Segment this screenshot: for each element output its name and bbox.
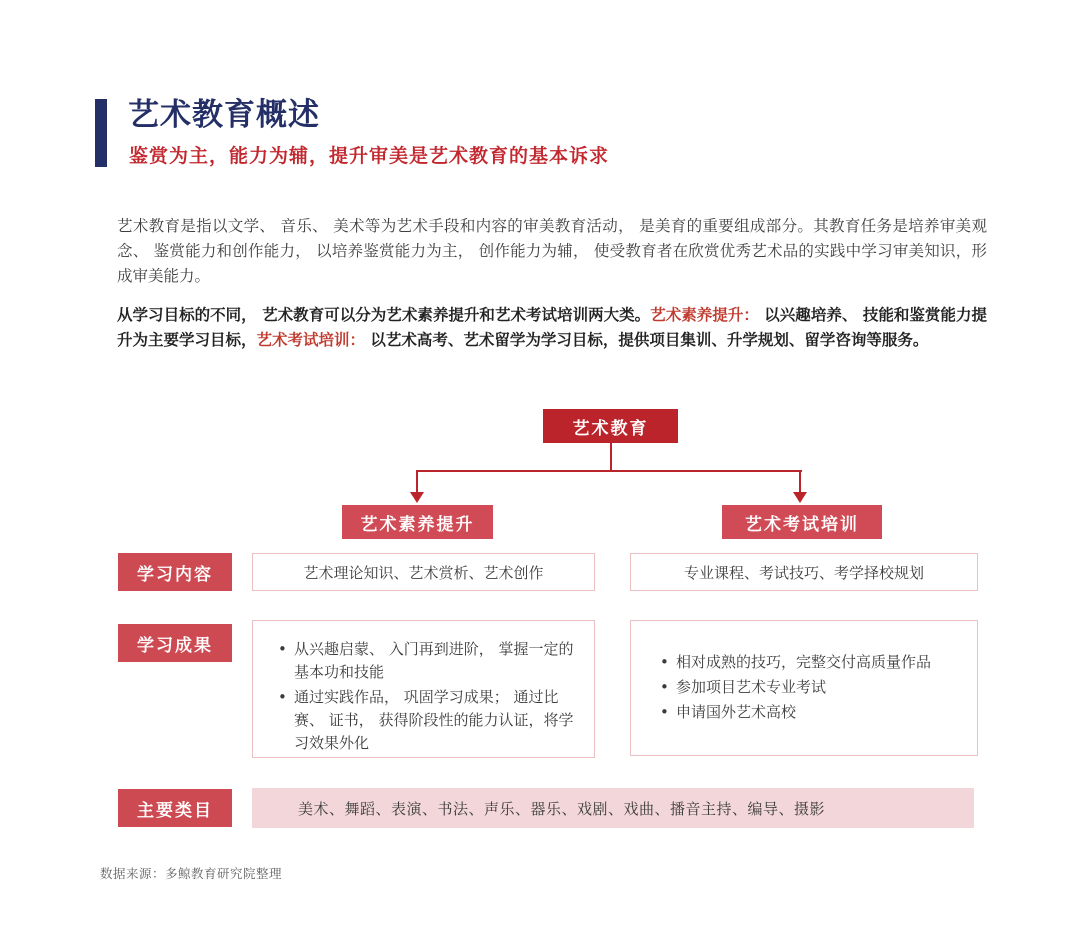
connector-root-vertical [610,443,612,471]
row-label-learning-outcome: 学习成果 [118,624,232,662]
learning-content-right-box: 专业课程、考试技巧、考学择校规划 [630,553,978,591]
page-title: 艺术教育概述 [128,97,320,133]
classification-text-1: 从学习目标的不同， 艺术教育可以分为艺术素养提升和艺术考试培训两大类。 [117,306,651,324]
list-item: • 参加项目艺术专业考试 [659,676,977,699]
arrow-down-right-icon [793,492,807,503]
data-source-note: 数据来源：多鲸教育研究院整理 [100,866,283,881]
classification-text-2: 以兴趣培养、 技能和鉴赏能力提升为主要学习目标， [117,306,987,349]
main-categories-strip: 美术、舞蹈、表演、书法、声乐、器乐、戏剧、戏曲、播音主持、编导、摄影 [252,788,974,828]
connector-right-stub [799,470,801,493]
intro-paragraph: 艺术教育是指以文学、 音乐、 美术等为艺术手段和内容的审美教育活动， 是美育的重要组成部分。其教育任务是培养审美观念、 鉴赏能力和创作能力， 以培养鉴赏能力为主， 创作能力为辅， 使受教育者在欣赏优秀艺术品的实践中学习审美知识，形成审美能力。 [117,217,987,285]
flowchart-root-node: 艺术教育 [543,409,678,443]
classification-highlight-suyang: 艺术素养提升： [650,306,765,324]
list-item: • 相对成熟的技巧，完整交付高质量作品 [659,651,977,674]
row-label-main-categories: 主要类目 [118,789,232,827]
learning-content-left-box: 艺术理论知识、艺术赏析、艺术创作 [252,553,595,591]
list-item: • 通过实践作品， 巩固学习成果； 通过比赛、 证书， 获得阶段性的能力认证，将学习效果外化 [277,686,582,755]
connector-left-stub [416,470,418,493]
flowchart-branch-suyang: 艺术素养提升 [342,505,493,539]
classification-text-3: 以艺术高考、艺术留学为学习目标，提供项目集训、升学规划、留学咨询等服务。 [370,331,929,349]
row-label-learning-content: 学习内容 [118,553,232,591]
list-item: • 申请国外艺术高校 [659,701,977,724]
list-item: • 从兴趣启蒙、 入门再到进阶， 掌握一定的基本功和技能 [277,638,582,684]
outcome-left-bullet-list [277,638,582,755]
learning-outcome-right-box [630,620,978,756]
page-subtitle: 鉴赏为主，能力为辅，提升审美是艺术教育的基本诉求 [129,145,610,167]
classification-highlight-kaoshi: 艺术考试培训： [256,331,371,349]
flowchart-branch-kaoshi: 艺术考试培训 [722,505,882,539]
learning-outcome-left-box [252,620,595,758]
connector-horizontal [416,470,802,472]
title-accent-bar [95,99,107,167]
arrow-down-left-icon [410,492,424,503]
outcome-right-bullet-list [659,651,977,726]
classification-paragraph [117,303,987,353]
